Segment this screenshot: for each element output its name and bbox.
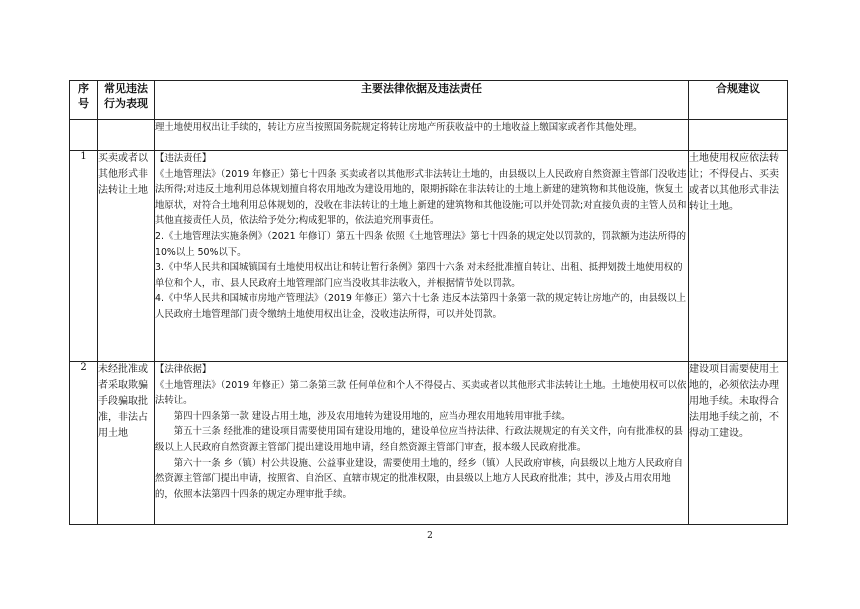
section-heading: 【法律依据】 bbox=[155, 364, 212, 375]
legal-basis-cell bbox=[155, 151, 689, 362]
header-act: 常见违法行为表现 bbox=[98, 81, 155, 120]
violation-type: 未经批准或者采取欺骗手段骗取批准，非法占用土地 bbox=[98, 362, 155, 525]
law-clause: 《土地管理法》（2019 年修正）第七十四条 买卖或者以其他形式非法转让土地的，由县级以上人民政府自然资源主管部门没收违法所得;对违反土地利用总体规划擅自将农用地改为建设用地的，限期拆除在非法转让的土地上新建的建筑物和其他设施，恢复土地原状，对符合土地利用总体规划的，没收在非法转让的土地上新建的建筑物和其他设施;可以并处罚款;对直接负责的主管人员和其他直接责任人员，依法给予处分;构成犯罪的，依法追究刑事责任。 bbox=[155, 168, 687, 227]
legal-basis-cell bbox=[155, 362, 689, 525]
violation-type: 买卖或者以其他形式非法转让土地 bbox=[98, 151, 155, 362]
compliance-advice: 土地使用权应依法转让；不得侵占、买卖或者以其他形式非法转让土地。 bbox=[689, 151, 788, 362]
continued-text: 理土地使用权出让手续的，转让方应当按照国务院规定将转让房地产所获收益中的土地收益上缴国家或者作其他处理。 bbox=[155, 120, 689, 151]
table-header-row bbox=[70, 81, 788, 120]
law-clause: 第五十三条 经批准的建设项目需要使用国有建设用地的，建设单位应当持法律、行政法规规定的有关文件，向有批准权的县级以上人民政府自然资源主管部门提出建设用地申请，经自然资源主管部门审查，报本级人民政府批准。 bbox=[155, 426, 684, 453]
law-table bbox=[69, 80, 788, 525]
section-heading: 【违法责任】 bbox=[155, 153, 212, 164]
row-number: 2 bbox=[70, 362, 98, 525]
law-clause: 2.《土地管理法实施条例》（2021 年修订）第五十四条 依照《土地管理法》第七十四条的规定处以罚款的，罚款额为违法所得的 10%以上 50%以下。 bbox=[155, 230, 686, 258]
law-clause: 4.《中华人民共和国城市房地产管理法》（2019 年修正）第六十七条 违反本法第四十条第一款的规定转让房地产的，由县级以上人民政府土地管理部门责令缴纳土地使用权出让金，没收违法所得，可以并处罚款。 bbox=[155, 293, 686, 320]
row-number: 1 bbox=[70, 151, 98, 362]
compliance-advice: 建设项目需要使用土地的，必须依法办理用地手续。未取得合法用地手续之前，不得动工建设。 bbox=[689, 362, 788, 525]
table-row-continued bbox=[70, 120, 788, 151]
header-advice: 合规建议 bbox=[689, 81, 788, 120]
law-clause: 《土地管理法》（2019 年修正）第二条第三款 任何单位和个人不得侵占、买卖或者以其他形式非法转让土地。土地使用权可以依法转让。 bbox=[155, 379, 687, 407]
law-clause: 3.《中华人民共和国城镇国有土地使用权出让和转让暂行条例》第四十六条 对未经批准擅自转让、出租、抵押划拨土地使用权的单位和个人，市、县人民政府土地管理部门应当没收其非法收入，并根据情节处以罚款。 bbox=[155, 262, 683, 289]
law-clause: 第四十四条第一款 建设占用土地，涉及农用地转为建设用地的，应当办理农用地转用审批手续。 bbox=[173, 410, 571, 422]
header-no: 序号 bbox=[70, 81, 98, 120]
page-number: 2 bbox=[427, 531, 433, 541]
table-row bbox=[70, 151, 788, 362]
table-row bbox=[70, 362, 788, 525]
law-clause: 第六十一条 乡（镇）村公共设施、公益事业建设，需要使用土地的，经乡（镇）人民政府审核，向县级以上地方人民政府自然资源主管部门提出申请，按照省、自治区、直辖市规定的批准权限，由县级以上地方人民政府批准；其中，涉及占用农用地的，依照本法第四十四条的规定办理审批手续。 bbox=[155, 457, 684, 500]
header-basis: 主要法律依据及违法责任 bbox=[155, 81, 689, 120]
